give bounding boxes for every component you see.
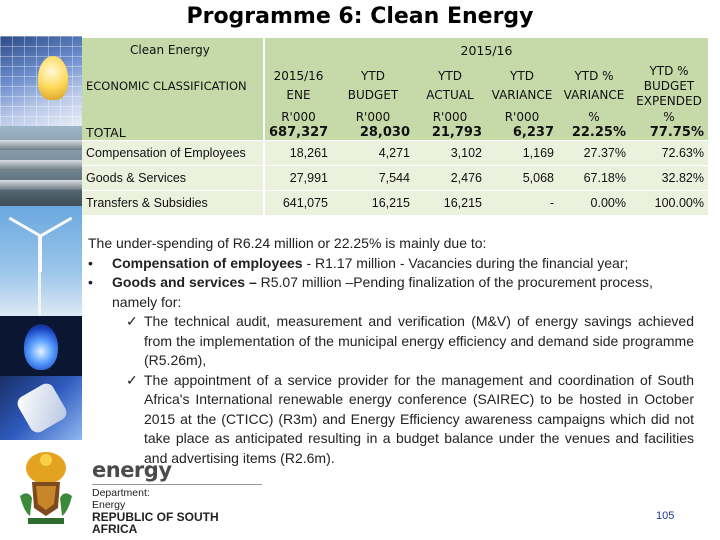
programme-label: Clean Energy (82, 38, 264, 62)
table-cell: 18,261 (264, 141, 332, 166)
table-cell: R'000 21,793 (414, 110, 486, 141)
row-label: Transfers & Subsidies (82, 191, 264, 216)
column-header: YTD ACTUAL (414, 62, 486, 110)
table-header-top (82, 38, 708, 62)
table-cell: 72.63% (630, 141, 708, 166)
table-cell: 16,215 (414, 191, 486, 216)
energy-photo-strip (0, 36, 82, 440)
logo-line: REPUBLIC OF SOUTH AFRICA (92, 510, 219, 536)
pipeline-photo (0, 126, 82, 206)
table-cell: R'000 28,030 (332, 110, 414, 141)
check-item: ✓ The technical audit, measurement and verification (M&V) of energy savings achieved from the implementation of the municipal energy efficiency and demand side programme (R5.26m), (126, 313, 694, 368)
cfl-bulb-photo (0, 376, 82, 440)
checkmark-icon: ✓ (126, 313, 138, 329)
row-label: Goods & Services (82, 166, 264, 191)
department-logo-text (92, 484, 262, 535)
column-header: YTD VARIANCE (486, 62, 558, 110)
table-cell: - (486, 191, 558, 216)
logo-line: Department: (92, 487, 150, 499)
table-cell: R'000 687,327 (264, 110, 332, 141)
bullet-icon: • (88, 274, 93, 290)
page-number: 105 (656, 510, 675, 522)
table-cell: 641,075 (264, 191, 332, 216)
table-cell: % 22.25% (558, 110, 630, 141)
table-cell: 0.00% (558, 191, 630, 216)
bullet-item: • Goods and services – R5.07 million –Pending finalization of the procurement process, (88, 273, 694, 293)
column-header: YTD % VARIANCE (558, 62, 630, 110)
table-cell: 4,271 (332, 141, 414, 166)
table-cell: 3,102 (414, 141, 486, 166)
column-header: YTD BUDGET (332, 62, 414, 110)
check-item: ✓ The appointment of a service provider for the management and coordination of South Africa's International renewable energy conference (SAIREC) to be hosted in October 2015 at the (CTICC) (R3m) and Energy Efficiency awareness campaigns which did not take place as anticipated resulting in a budget balance under the venues and facilities and advertising items (R2.6m). (126, 371, 694, 466)
logo-line: Energy (92, 499, 126, 511)
table-header-columns (82, 62, 708, 110)
total-row (82, 110, 708, 141)
table-cell: 27,991 (264, 166, 332, 191)
table-cell: 16,215 (332, 191, 414, 216)
table-cell: 67.18% (558, 166, 630, 191)
table-row (82, 141, 708, 166)
expenditure-table (82, 38, 708, 215)
column-header: YTD % BUDGET EXPENDED (630, 62, 708, 110)
table-cell: % 77.75% (630, 110, 708, 141)
table-cell: R'000 6,237 (486, 110, 558, 141)
energy-logo: energy (92, 458, 172, 482)
checkmark-icon: ✓ (126, 371, 138, 388)
bullet-item: • Compensation of employees - R1.17 million - Vacancies during the financial year; (88, 254, 694, 274)
bullet-continuation: namely for: (112, 293, 182, 310)
slide-title: Programme 6: Clean Energy (186, 4, 534, 29)
table-cell: 32.82% (630, 166, 708, 191)
column-header: 2015/16 ENE (264, 62, 332, 110)
solar-panel-photo (0, 36, 82, 126)
bullet-icon: • (88, 254, 93, 271)
table-cell: 5,068 (486, 166, 558, 191)
table-cell: 2,476 (414, 166, 486, 191)
explanation-text (88, 234, 694, 468)
table-cell: 100.00% (630, 191, 708, 216)
row-label: Compensation of Employees (82, 141, 264, 166)
table-cell: 27.37% (558, 141, 630, 166)
table-row (82, 191, 708, 216)
light-bulb-icon (38, 56, 68, 100)
table-cell: 7,544 (332, 166, 414, 191)
table-row (82, 166, 708, 191)
coat-of-arms-icon (14, 446, 78, 530)
wind-turbine-photo (0, 206, 82, 316)
table-cell: 1,169 (486, 141, 558, 166)
intro-paragraph: The under-spending of R6.24 million or 22.25% is mainly due to: (88, 235, 487, 251)
classification-header: ECONOMIC CLASSIFICATION (82, 62, 264, 110)
total-label: TOTAL (82, 110, 264, 141)
year-header: 2015/16 (264, 38, 708, 62)
gas-flame-photo (0, 316, 82, 376)
